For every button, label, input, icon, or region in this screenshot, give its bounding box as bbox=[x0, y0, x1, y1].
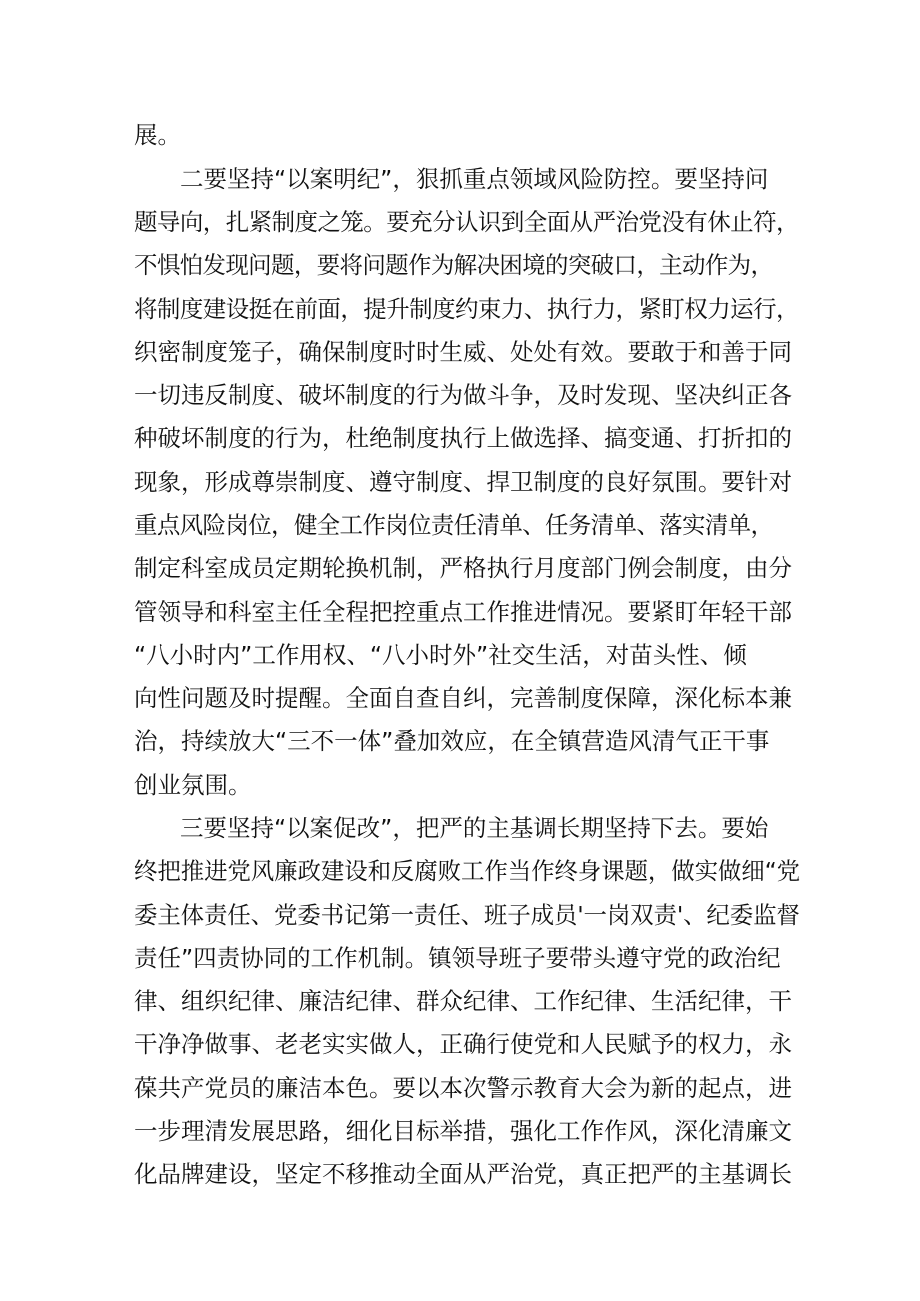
text-line: 现象，形成尊崇制度、遵守制度、捍卫制度的良好氛围。要针对 bbox=[134, 468, 792, 496]
text-line: 展。 bbox=[134, 121, 181, 149]
text-line: 创业氛围。 bbox=[134, 771, 252, 799]
text-line: 律、组织纪律、廉洁纪律、群众纪律、工作纪律、生活纪律，干 bbox=[134, 987, 792, 1015]
text-line: 治，持续放大“三不一体”叠加效应，在全镇营造风清气正干事 bbox=[134, 727, 770, 755]
text-line: 二要坚持“以案明纪”，狠抓重点领域风险防控。要坚持问 bbox=[180, 165, 769, 193]
text-line: 葆共产党员的廉洁本色。要以本次警示教育大会为新的起点，进 bbox=[134, 1074, 792, 1102]
text-line: 一步理清发展思路，细化目标举措，强化工作作风，深化清廉文 bbox=[134, 1117, 792, 1145]
text-line: 一切违反制度、破坏制度的行为做斗争，及时发现、坚决纠正各 bbox=[134, 381, 792, 409]
text-line: 化品牌建设，坚定不移推动全面从严治党，真正把严的主基调长 bbox=[134, 1160, 792, 1188]
text-line: 责任”四责协同的工作机制。镇领导班子要带头遵守党的政治纪 bbox=[134, 944, 781, 972]
text-line: 重点风险岗位，健全工作岗位责任清单、任务清单、落实清单， bbox=[134, 511, 774, 539]
text-line: 终把推进党风廉政建设和反腐败工作当作终身课题，做实做细“党 bbox=[134, 857, 801, 885]
text-line: 织密制度笼子，确保制度时时生威、处处有效。要敢于和善于同 bbox=[134, 338, 792, 366]
text-line: 种破坏制度的行为，杜绝制度执行上做选择、搞变通、打折扣的 bbox=[134, 424, 792, 452]
text-line: 管领导和科室主任全程把控重点工作推进情况。要紧盯年轻干部 bbox=[134, 598, 792, 626]
text-line: 向性问题及时提醒。全面自查自纠，完善制度保障，深化标本兼 bbox=[134, 684, 792, 712]
text-line: 干净净做事、老老实实做人，正确行使党和人民赋予的权力，永 bbox=[134, 1030, 792, 1058]
text-line: 不惧怕发现问题，要将问题作为解决困境的突破口，主动作为， bbox=[134, 251, 774, 279]
text-line: 将制度建设挺在前面，提升制度约束力、执行力，紧盯权力运行， bbox=[134, 295, 799, 323]
text-line: “八小时内”工作用权、“八小时外”社交生活，对苗头性、倾 bbox=[134, 641, 747, 669]
text-line: 题导向，扎紧制度之笼。要充分认识到全面从严治党没有休止符， bbox=[134, 208, 799, 236]
text-line: 三要坚持“以案促改”，把严的主基调长期坚持下去。要始 bbox=[180, 814, 769, 842]
text-line: 制定科室成员定期轮换机制，严格执行月度部门例会制度，由分 bbox=[134, 554, 792, 582]
text-line: 委主体责任、党委书记第一责任、班子成员'一岗双责'、纪委监督 bbox=[134, 901, 800, 929]
